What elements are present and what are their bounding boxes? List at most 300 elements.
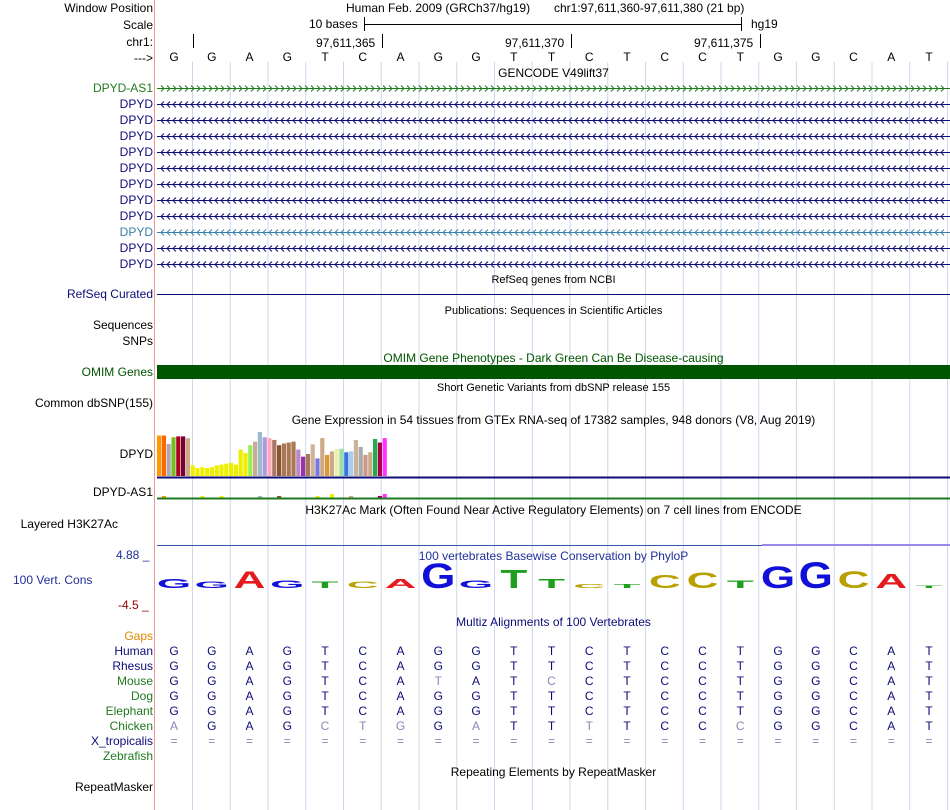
gtex-tissue-bar [282, 443, 286, 476]
aligned-base: G [207, 704, 217, 718]
aligned-base: = [434, 734, 442, 748]
aligned-base: = [623, 734, 631, 748]
aligned-base: G [282, 704, 292, 718]
aligned-base: C [584, 674, 594, 688]
aligned-base: G [433, 659, 443, 673]
aligned-base: A [169, 719, 178, 733]
reference-base: G [811, 50, 821, 64]
aligned-base: T [925, 644, 933, 658]
reference-base: G [207, 50, 217, 64]
aligned-base: C [698, 674, 707, 688]
repeatmasker-title: Repeating Elements by RepeatMasker [450, 765, 657, 779]
position-text: chr1:97,611,360-97,611,380 (21 bp) [554, 1, 745, 15]
gtex-tissue-bar [167, 444, 171, 476]
reference-base: G [471, 50, 481, 64]
reference-base: G [169, 50, 179, 64]
aligned-base: G [811, 689, 821, 703]
aligned-base: G [282, 719, 292, 733]
conservation-logo-base: T [726, 577, 754, 591]
aligned-base: G [169, 659, 179, 673]
gtex-tissue-bar [363, 455, 367, 476]
aligned-base: T [623, 704, 631, 718]
aligned-base: A [887, 674, 896, 688]
aligned-base: T [925, 659, 933, 673]
gencode-track-label[interactable]: DPYD [119, 97, 153, 111]
conservation-logo-base: G [270, 577, 305, 591]
aligned-base: C [660, 689, 670, 703]
gtex-tissue-bar [186, 438, 190, 476]
aligned-base: C [660, 644, 670, 658]
aligned-base: C [584, 659, 594, 673]
aligned-base: G [169, 689, 179, 703]
chr-label: chr1: [126, 35, 153, 49]
aligned-base: = [359, 734, 367, 748]
aligned-base: = [472, 734, 480, 748]
aligned-base: A [887, 704, 896, 718]
aligned-base: C [698, 644, 707, 658]
aligned-base: C [698, 719, 707, 733]
gencode-track-label[interactable]: DPYD [119, 241, 153, 255]
conservation-logo-base: C [648, 571, 681, 592]
db-text: hg19 [751, 17, 778, 31]
aligned-base: T [547, 719, 556, 733]
aligned-base: G [395, 719, 406, 733]
multiz-alignment-row [157, 749, 950, 763]
track-label-gtex-dpyd-as1[interactable]: DPYD-AS1 [92, 485, 153, 499]
coord-label: 97,611,370 [505, 36, 565, 50]
multiz-alignment-row [157, 674, 950, 688]
reference-base: C [660, 50, 670, 64]
aligned-base: G [811, 659, 821, 673]
aligned-base: C [660, 659, 670, 673]
aligned-base: G [471, 704, 481, 718]
aligned-base: G [433, 689, 443, 703]
aligned-base: T [547, 644, 556, 658]
gencode-track-label[interactable]: DPYD [119, 113, 153, 127]
gencode-track-label[interactable]: DPYD [119, 225, 153, 239]
aligned-base: G [207, 689, 217, 703]
conservation-sequence-logo[interactable] [157, 560, 950, 592]
gtex-tissue-bar [229, 463, 233, 476]
aligned-base: = [812, 734, 820, 748]
aligned-base: C [584, 644, 594, 658]
aligned-base: = [849, 734, 857, 748]
aligned-base: T [510, 659, 518, 673]
aligned-base: T [321, 659, 329, 673]
conservation-logo-base: A [233, 566, 266, 592]
multiz-title: Multiz Alignments of 100 Vertebrates [456, 615, 651, 629]
gencode-track[interactable] [157, 80, 950, 272]
gtex-tissue-bar [311, 444, 315, 476]
aligned-base: G [282, 659, 292, 673]
aligned-base: T [510, 674, 518, 688]
aligned-base: = [736, 734, 744, 748]
gtex-tissue-bar [224, 464, 228, 476]
aligned-base: A [396, 704, 405, 718]
aligned-base: T [321, 704, 329, 718]
reference-base: C [358, 50, 368, 64]
ruler-tick [760, 34, 761, 48]
aligned-base: C [849, 674, 858, 688]
h3k27ac-signal-baseline [157, 545, 762, 546]
coord-label: 97,611,365 [316, 36, 376, 50]
gencode-track-label[interactable]: DPYD [119, 129, 153, 143]
assembly-text: Human Feb. 2009 (GRCh37/hg19) [346, 1, 531, 15]
aligned-base: T [510, 704, 518, 718]
aligned-base: C [358, 704, 368, 718]
track-label-100-vert-cons[interactable]: 100 Vert. Cons [13, 573, 93, 587]
multiz-alignment-row [157, 689, 950, 703]
gtex-tissue-bar [315, 458, 319, 476]
gtex-tissue-bar [253, 442, 257, 476]
aligned-base: T [736, 659, 744, 673]
publications-title: Publications: Sequences in Scientific Articles [444, 305, 663, 317]
aligned-base: G [773, 719, 783, 733]
aligned-base: = [283, 734, 291, 748]
aligned-base: T [623, 689, 631, 703]
reference-base: T [623, 50, 631, 64]
aligned-base: G [282, 674, 292, 688]
gtex-tissue-bar [263, 437, 267, 476]
gtex-tissue-bar [330, 451, 334, 476]
conservation-logo-base: A [875, 570, 908, 592]
aligned-base: C [547, 674, 556, 688]
conservation-min-label: -4.5 _ [118, 598, 149, 612]
aligned-base: = [774, 734, 782, 748]
multiz-alignment-row [157, 659, 950, 673]
multiz-species-label[interactable]: Dog [130, 689, 153, 703]
gtex-tissue-bar [234, 465, 238, 476]
aligned-base: T [736, 674, 744, 688]
gtex-tissue-bar [359, 447, 363, 476]
gtex-tissue-bar [320, 438, 324, 476]
aligned-base: A [396, 659, 405, 673]
gtex-tissue-bar [258, 432, 262, 476]
conservation-logo-base: G [760, 560, 796, 592]
aligned-base: G [811, 644, 821, 658]
conservation-logo-base: C [686, 568, 719, 592]
aligned-base: C [584, 689, 594, 703]
gtex-tissue-bar [291, 442, 295, 476]
gtex-title: Gene Expression in 54 tissues from GTEx RNA-seq of 17382 samples, 948 donors (V8, Aug 2019) [291, 413, 816, 427]
conservation-logo-base: G [458, 577, 494, 591]
aligned-base: G [433, 704, 443, 718]
gtex-tissue-bar [296, 450, 300, 476]
scale-bar [364, 24, 742, 25]
aligned-base: G [811, 719, 821, 733]
gtex-tissue-bar [349, 451, 353, 476]
aligned-base: T [925, 689, 933, 703]
gtex-tissue-bar [378, 443, 382, 476]
gtex-tissue-bar [344, 452, 348, 476]
gtex-tissue-bar [368, 452, 372, 476]
aligned-base: G [169, 704, 179, 718]
conservation-max-label: 4.88 _ [116, 548, 150, 562]
gtex-tissue-bar [200, 467, 204, 476]
aligned-base: T [510, 689, 518, 703]
aligned-base: A [245, 659, 254, 673]
aligned-base: C [358, 644, 368, 658]
aligned-base: C [358, 674, 368, 688]
gencode-track-label[interactable]: DPYD-AS1 [92, 81, 153, 95]
gencode-track-label[interactable]: DPYD [119, 145, 153, 159]
aligned-base: G [433, 644, 443, 658]
reference-base: G [282, 50, 292, 64]
gtex-tissue-bar [339, 449, 343, 476]
gtex-tissue-bar [191, 465, 195, 476]
aligned-base: A [471, 674, 480, 688]
gencode-track-label[interactable]: DPYD [119, 193, 153, 207]
aligned-base: T [510, 719, 518, 733]
aligned-base: A [245, 674, 254, 688]
multiz-alignment-row [157, 734, 950, 748]
aligned-base: T [321, 689, 329, 703]
multiz-species-label[interactable]: Zebrafish [102, 749, 153, 763]
conservation-logo-base: T [311, 579, 339, 591]
aligned-base: A [245, 689, 254, 703]
aligned-base: = [547, 734, 555, 748]
aligned-base: A [396, 644, 405, 658]
reference-base: T [736, 50, 744, 64]
scale-label: Scale [122, 18, 153, 32]
aligned-base: G [207, 719, 217, 733]
aligned-base: G [773, 644, 783, 658]
multiz-species-label[interactable]: Human [114, 644, 153, 658]
aligned-base: G [811, 674, 821, 688]
aligned-base: A [245, 704, 254, 718]
aligned-base: T [925, 704, 933, 718]
aligned-base: = [585, 734, 593, 748]
aligned-base: C [698, 659, 707, 673]
aligned-base: T [547, 704, 556, 718]
aligned-base: G [169, 674, 179, 688]
aligned-base: G [773, 674, 783, 688]
conservation-logo-base: T [500, 564, 528, 592]
aligned-base: T [736, 689, 744, 703]
gtex-tissue-bar [277, 445, 281, 476]
aligned-base: T [623, 644, 631, 658]
aligned-base: A [396, 689, 405, 703]
gtex-as1-tissue-bar [330, 494, 334, 498]
track-label-refseq-curated[interactable]: RefSeq Curated [66, 287, 153, 301]
track-label-repeatmasker[interactable]: RepeatMasker [74, 780, 153, 794]
aligned-base: G [169, 644, 179, 658]
refseq-gene-line[interactable] [157, 294, 950, 295]
aligned-base: C [660, 704, 670, 718]
aligned-base: = [887, 734, 895, 748]
reference-base: G [433, 50, 443, 64]
reference-base: T [510, 50, 518, 64]
omim-title: OMIM Gene Phenotypes - Dark Green Can Be Disease-causing [383, 351, 724, 365]
aligned-base: T [547, 689, 556, 703]
coord-label: 97,611,375 [694, 36, 754, 50]
reference-base: C [584, 50, 594, 64]
aligned-base: T [623, 674, 631, 688]
reference-base: T [547, 50, 556, 64]
aligned-base: A [887, 689, 896, 703]
h3k27ac-signal [762, 544, 950, 546]
gtex-tissue-bar [272, 440, 276, 476]
track-label-layered-h3k27ac[interactable]: Layered H3K27Ac [20, 517, 118, 531]
reference-base: A [396, 50, 405, 64]
scale-bar-right-tick [741, 17, 742, 31]
conservation-logo-base: A [384, 576, 417, 591]
aligned-base: T [925, 674, 933, 688]
gtex-tissue-bar [267, 438, 271, 476]
gtex-tissue-bar [215, 465, 219, 476]
gtex-tissue-bar [287, 443, 291, 476]
aligned-base: C [660, 719, 670, 733]
aligned-base: C [358, 689, 368, 703]
aligned-base: G [282, 689, 292, 703]
dbsnp-title: Short Genetic Variants from dbSNP release 155 [436, 382, 671, 394]
aligned-base: A [245, 644, 254, 658]
track-label-common-dbsnp[interactable]: Common dbSNP(155) [34, 396, 153, 410]
aligned-base: G [207, 674, 217, 688]
multiz-species-label[interactable]: X_tropicalis [90, 734, 153, 748]
aligned-base: A [887, 659, 896, 673]
aligned-base: C [849, 659, 858, 673]
track-label-snps[interactable]: SNPs [122, 334, 153, 348]
gtex-tissue-bar [335, 449, 339, 476]
gencode-track-label[interactable]: DPYD [119, 209, 153, 223]
aligned-base: A [887, 644, 896, 658]
gtex-tissue-bar [354, 440, 358, 476]
aligned-base: T [925, 719, 933, 733]
refseq-title: RefSeq genes from NCBI [491, 274, 616, 286]
aligned-base: T [359, 719, 367, 733]
track-label-gaps[interactable]: Gaps [124, 629, 153, 643]
gtex-as1-tissue-bar [383, 494, 387, 498]
gencode-track-label[interactable]: DPYD [119, 177, 153, 191]
aligned-base: T [434, 674, 442, 688]
aligned-base: T [510, 644, 518, 658]
aligned-base: = [170, 734, 178, 748]
aligned-base: = [698, 734, 706, 748]
gtex-tissue-bar [205, 468, 209, 476]
aligned-base: = [245, 734, 253, 748]
gtex-tissue-bar [181, 436, 185, 476]
aligned-base: G [773, 659, 783, 673]
ruler-tick [382, 34, 383, 48]
aligned-base: C [849, 704, 858, 718]
aligned-base: G [773, 704, 783, 718]
conservation-logo-base: G [421, 560, 456, 592]
reference-base: C [698, 50, 707, 64]
ruler-tick [571, 34, 572, 48]
gtex-expression-chart[interactable] [157, 428, 950, 500]
aligned-base: C [849, 689, 858, 703]
aligned-base: A [471, 719, 480, 733]
track-label-gtex-dpyd[interactable]: DPYD [119, 447, 153, 461]
gtex-tissue-bar [219, 465, 223, 476]
reference-base: T [925, 50, 933, 64]
multiz-species-label[interactable]: Rhesus [112, 659, 153, 673]
gtex-tissue-bar [157, 436, 161, 476]
aligned-base: T [623, 719, 631, 733]
aligned-base: C [698, 704, 707, 718]
aligned-base: G [773, 689, 783, 703]
aligned-base: A [887, 719, 896, 733]
aligned-base: G [471, 689, 481, 703]
gtex-tissue-bar [239, 450, 243, 476]
ruler-tick [193, 34, 194, 48]
gencode-track-label[interactable]: DPYD [119, 257, 153, 271]
aligned-base: = [321, 734, 329, 748]
gtex-tissue-bar [210, 467, 214, 476]
aligned-base: C [849, 719, 858, 733]
aligned-base: G [282, 644, 292, 658]
aligned-base: C [660, 674, 670, 688]
aligned-base: G [207, 644, 217, 658]
aligned-base: T [321, 644, 329, 658]
aligned-base: C [849, 644, 858, 658]
multiz-alignment-row [157, 704, 950, 718]
multiz-species-label[interactable]: Chicken [109, 719, 153, 733]
conservation-logo-base: G [798, 560, 833, 592]
gtex-tissue-bar [306, 454, 310, 476]
multiz-species-label[interactable]: Elephant [105, 704, 153, 718]
aligned-base: T [623, 659, 631, 673]
aligned-base: T [736, 644, 744, 658]
aligned-base: C [584, 704, 594, 718]
track-label-omim-genes[interactable]: OMIM Genes [81, 365, 153, 379]
aligned-base: T [547, 659, 556, 673]
conservation-logo-base: T [538, 576, 565, 591]
h3k27ac-title: H3K27Ac Mark (Often Found Near Active Regulatory Elements) on 7 cell lines from ENCODE [305, 503, 802, 517]
multiz-alignment-row [157, 719, 950, 733]
reference-base: A [887, 50, 896, 64]
reference-base: A [245, 50, 254, 64]
aligned-base: A [245, 719, 254, 733]
aligned-base: G [433, 719, 443, 733]
aligned-base: G [471, 644, 481, 658]
aligned-base: = [661, 734, 669, 748]
reference-base: T [321, 50, 329, 64]
gtex-tissue-bar [248, 445, 252, 476]
aligned-base: C [358, 659, 368, 673]
conservation-logo-base: T [613, 583, 641, 590]
conservation-logo-base: G [194, 579, 229, 591]
gtex-tissue-bar [162, 436, 166, 476]
gencode-title: GENCODE V49lift37 [498, 66, 609, 80]
aligned-base: C [320, 719, 330, 733]
gtex-tissue-bar [243, 453, 247, 476]
aligned-base: G [207, 659, 217, 673]
aligned-base: = [925, 734, 933, 748]
aligned-base: C [735, 719, 745, 733]
conservation-title: 100 vertebrates Basewise Conservation by PhyloP [418, 549, 689, 563]
aligned-base: C [698, 689, 707, 703]
track-label-sequences[interactable]: Sequences [92, 318, 153, 332]
omim-gene-bar[interactable] [157, 365, 950, 379]
aligned-base: T [736, 704, 744, 718]
aligned-base: A [396, 674, 405, 688]
gtex-tissue-bar [373, 439, 377, 476]
aligned-base: = [208, 734, 216, 748]
gtex-tissue-bar [195, 468, 199, 476]
reference-sequence [157, 50, 950, 64]
gtex-tissue-bar [176, 436, 180, 476]
aligned-base: G [471, 659, 481, 673]
gencode-track-label[interactable]: DPYD [119, 161, 153, 175]
gtex-tissue-bar [301, 457, 305, 476]
aligned-base: T [585, 719, 593, 733]
window-position-label: Window Position [64, 1, 153, 15]
gtex-tissue-bar [383, 438, 387, 476]
conservation-logo-base: C [837, 566, 870, 592]
multiz-species-label[interactable]: Mouse [116, 674, 153, 688]
